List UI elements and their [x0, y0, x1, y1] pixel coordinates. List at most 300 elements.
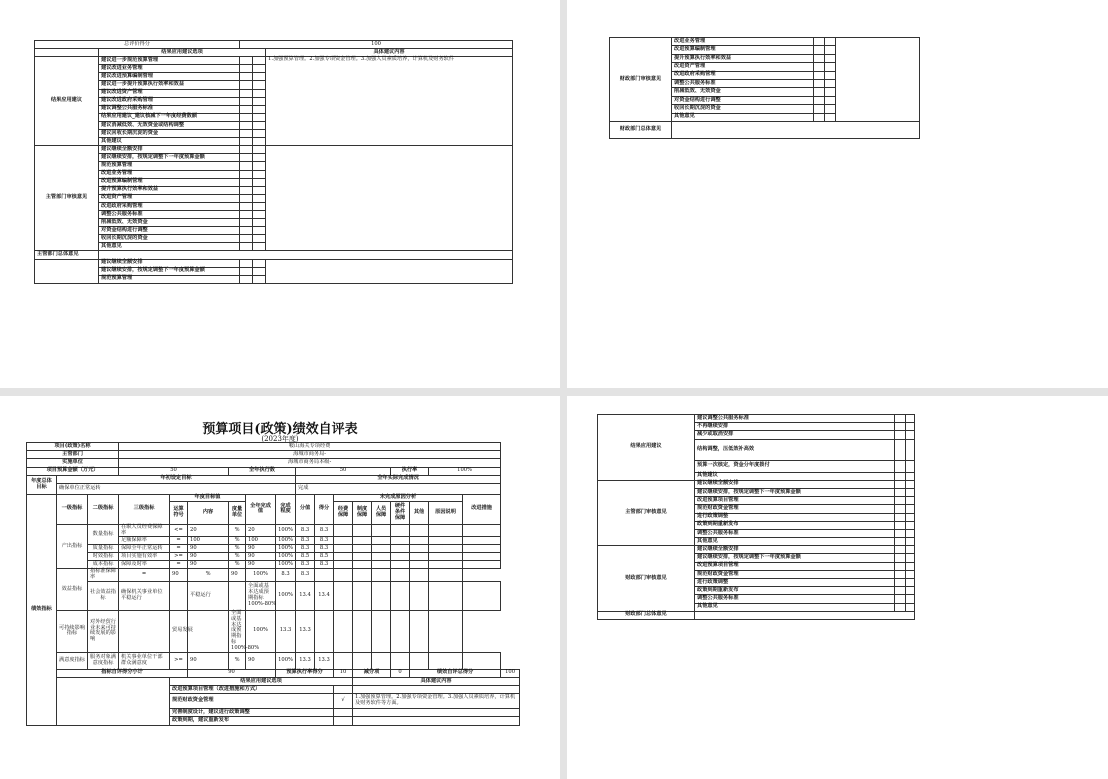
checkbox-cell[interactable] — [906, 538, 915, 546]
checkbox-cell[interactable] — [895, 595, 906, 603]
l3-indicator: 机关事业单位干部群众满意度 — [119, 652, 170, 669]
form-year: (2023年度) — [261, 435, 299, 443]
op-cell: >= — [170, 553, 188, 561]
table-cell — [391, 611, 410, 653]
checkbox-cell[interactable] — [895, 488, 906, 496]
l2-time: 时效指标 — [88, 553, 119, 561]
header-r2: 制度保障 — [353, 501, 372, 524]
table-cell — [334, 545, 353, 553]
subtotal-label: 指标自评得分小计 — [57, 669, 188, 677]
table-row — [27, 553, 520, 561]
table-cell — [429, 561, 463, 569]
table-row — [27, 475, 520, 483]
header-content: 内容 — [188, 501, 229, 524]
done-value: 90 — [246, 652, 276, 669]
checkbox-cell[interactable] — [240, 65, 253, 73]
table-cell — [429, 569, 463, 582]
checkbox-cell[interactable] — [814, 38, 825, 46]
checkbox-cell[interactable] — [253, 275, 266, 283]
checkbox-cell[interactable] — [253, 57, 266, 65]
checkbox-cell[interactable] — [253, 202, 266, 210]
table-cell — [391, 561, 410, 569]
checkbox-cell[interactable] — [253, 267, 266, 275]
checkbox-cell[interactable] — [240, 178, 253, 186]
header-r6: 原因说明 — [429, 501, 463, 524]
option-item: 改进业务管理 — [99, 170, 240, 178]
score-value: 8.3 — [315, 524, 334, 537]
page-1 — [0, 0, 560, 388]
score-value: 8.3 — [296, 569, 315, 582]
l3-indicator: 足额保障率 — [119, 537, 170, 545]
checkbox-cell[interactable] — [253, 130, 266, 138]
section-label: 主管部门审核意见 — [598, 480, 695, 546]
max-score: 8.3 — [296, 537, 315, 545]
checkbox-cell[interactable] — [906, 488, 915, 496]
l1-satisfaction: 满意度指标 — [57, 652, 88, 669]
checkbox-cell[interactable] — [906, 460, 915, 472]
option-item: 改进预算编制管理 — [672, 46, 814, 54]
op-cell: = — [170, 537, 188, 545]
checkbox-cell[interactable] — [240, 186, 253, 194]
score-value: 13.3 — [315, 652, 334, 669]
table-cell — [353, 652, 372, 669]
checkbox-cell[interactable] — [895, 505, 906, 513]
checkbox-cell[interactable] — [895, 579, 906, 587]
checkbox-cell[interactable] — [253, 227, 266, 235]
budget-value: 50 — [119, 467, 229, 475]
checkbox-cell[interactable] — [814, 46, 825, 54]
checkbox-cell[interactable] — [240, 97, 253, 105]
checkbox-cell[interactable] — [825, 105, 836, 113]
page-2 — [567, 0, 1108, 388]
header-unit: 度量单位 — [229, 501, 246, 524]
table-cell — [410, 561, 429, 569]
checkbox-cell[interactable] — [240, 227, 253, 235]
checkbox-cell[interactable] — [814, 105, 825, 113]
checkbox-cell[interactable] — [253, 170, 266, 178]
header-done: 全年完成值 — [246, 494, 276, 524]
checkbox-cell[interactable] — [253, 235, 266, 243]
checkbox-cell[interactable] — [895, 439, 906, 460]
checkbox-cell[interactable] — [240, 210, 253, 218]
table-cell — [353, 611, 372, 653]
option-item: 其他建议 — [99, 138, 240, 146]
score-value: 8.5 — [315, 553, 334, 561]
table-cell — [353, 553, 372, 561]
table-row — [27, 569, 520, 582]
option-item: 改进政府采购管理 — [672, 71, 814, 79]
option-item: 规范预算管理 — [99, 275, 240, 283]
section-label: 结果应用建议 — [35, 57, 99, 146]
table-row — [27, 652, 520, 669]
option-item: 建议消减低效、无效资金或结构调整 — [99, 121, 240, 129]
checkbox-cell[interactable] — [253, 65, 266, 73]
evaluation-table — [26, 442, 520, 726]
checkbox-cell[interactable] — [895, 570, 906, 578]
checkbox-cell[interactable] — [253, 178, 266, 186]
option-item: 调整公共服务标准 — [99, 210, 240, 218]
table-cell — [372, 524, 391, 537]
unit-cell — [188, 611, 229, 653]
checkbox-cell[interactable] — [895, 521, 906, 529]
table-row — [35, 57, 513, 65]
checkbox-cell[interactable] — [240, 194, 253, 202]
checkbox-cell[interactable] — [814, 63, 825, 71]
section-label: 主管部门总体意见 — [35, 251, 99, 259]
section-label: 财政部门审核意见 — [598, 546, 695, 612]
table-row — [27, 483, 520, 494]
checkbox-cell[interactable] — [895, 603, 906, 611]
info-label: 项目(政策)名称 — [27, 443, 119, 451]
checkbox-cell[interactable] — [240, 162, 253, 170]
op-cell: <= — [170, 524, 188, 537]
option-item: 改进预算编制管理 — [99, 178, 240, 186]
max-score: 8.3 — [296, 561, 315, 569]
apply-item: 规范财政资金管理 — [170, 694, 334, 709]
table-cell — [391, 553, 410, 561]
checkbox-cell[interactable] — [906, 587, 915, 595]
done-value: 全面或基本达成预期指标100%-80% — [229, 611, 246, 653]
checkbox-cell[interactable] — [906, 529, 915, 537]
op-cell: = — [119, 569, 170, 582]
table-cell — [372, 652, 391, 669]
table-cell — [334, 569, 353, 582]
option-item: 改进资产管理 — [672, 63, 814, 71]
actual-header: 全年实际完成情况 — [296, 475, 501, 483]
table-row — [610, 38, 920, 46]
degree-value: 100% — [276, 545, 296, 553]
degree-value: 100% — [246, 611, 276, 653]
checkbox-cell[interactable] — [895, 587, 906, 595]
l2-social: 社会效益指标 — [88, 582, 119, 611]
checkbox-cell[interactable] — [253, 186, 266, 194]
checkbox-cell[interactable] — [906, 497, 915, 505]
table-cell — [266, 146, 513, 251]
l2-quantity: 数量指标 — [88, 524, 119, 545]
rate-score-value: 10 — [334, 669, 353, 677]
checkbox-cell[interactable] — [253, 259, 266, 267]
page4-table — [597, 414, 915, 620]
table-row — [598, 480, 915, 488]
page1-table — [34, 40, 513, 284]
checkbox-cell[interactable] — [825, 38, 836, 46]
unit-cell: % — [229, 553, 246, 561]
checkbox-cell[interactable] — [906, 472, 915, 480]
checkbox-cell[interactable] — [825, 79, 836, 87]
checkbox-cell[interactable] — [825, 63, 836, 71]
op-cell: = — [170, 561, 188, 569]
checkbox-cell[interactable] — [895, 497, 906, 505]
checkbox-cell[interactable] — [814, 71, 825, 79]
checkbox-cell[interactable] — [240, 202, 253, 210]
option-item: 改进资产管理 — [99, 194, 240, 202]
table-row — [27, 611, 520, 653]
option-item: 建议改进业务管理 — [99, 65, 240, 73]
table-row — [35, 146, 513, 154]
checkbox-cell[interactable] — [814, 113, 825, 121]
option-item: 建议继续安排，按规定调整下一年度预算金额 — [695, 488, 895, 496]
checkbox-cell[interactable] — [906, 431, 915, 439]
checkbox-cell[interactable] — [814, 88, 825, 96]
checkbox-cell[interactable] — [240, 146, 253, 154]
checkbox-cell[interactable] — [240, 130, 253, 138]
info-value: 海城市商务局- — [119, 451, 501, 459]
target-value: 90 — [188, 545, 229, 553]
header-r5: 其他 — [410, 501, 429, 524]
checkbox-cell[interactable] — [906, 570, 915, 578]
max-score: 13.4 — [296, 582, 315, 611]
section-label: 主管部门审核意见 — [35, 146, 99, 251]
table-cell — [391, 545, 410, 553]
checkbox-cell[interactable] — [240, 154, 253, 162]
table-cell — [410, 553, 429, 561]
checkbox-cell[interactable] — [895, 554, 906, 562]
degree-value: 100% — [276, 582, 296, 611]
target-value: 90 — [188, 652, 229, 669]
table-cell — [353, 686, 520, 694]
l1-output: 产出指标 — [57, 524, 88, 569]
checkbox-cell[interactable] — [825, 71, 836, 79]
option-item: 建议改进政府采购管理 — [99, 97, 240, 105]
checkbox-cell[interactable] — [895, 538, 906, 546]
l3-indicator: 指标准保障率 — [88, 569, 119, 582]
section-label: 结果应用建议 — [598, 415, 695, 481]
table-cell — [35, 49, 99, 57]
option-item: 对资金结构进行调整 — [99, 227, 240, 235]
table-row — [35, 259, 513, 267]
op-cell: = — [170, 545, 188, 553]
checkbox-cell[interactable] — [906, 595, 915, 603]
checkbox-cell[interactable] — [253, 194, 266, 202]
checkbox-cell[interactable] — [814, 54, 825, 62]
checkbox-cell[interactable] — [906, 603, 915, 611]
rate-value: 100% — [429, 467, 501, 475]
checkbox-cell[interactable] — [906, 521, 915, 529]
option-item: 结果应用建议_建议核减下一年度经费数额 — [99, 113, 240, 121]
checkbox-cell[interactable] — [253, 105, 266, 113]
checkbox-cell[interactable] — [906, 480, 915, 488]
table-cell — [372, 569, 391, 582]
checkbox-cell[interactable] — [240, 57, 253, 65]
checkbox-cell[interactable] — [895, 529, 906, 537]
table-cell — [353, 537, 372, 545]
option-item: 其他建议 — [695, 472, 895, 480]
checkbox-cell[interactable] — [253, 210, 266, 218]
header-degree: 完成程度 — [276, 494, 296, 524]
checkbox-cell[interactable] — [253, 97, 266, 105]
checkbox-cell[interactable] — [906, 554, 915, 562]
subtotal-value: 90 — [188, 669, 276, 677]
checkbox-cell[interactable] — [825, 88, 836, 96]
checkbox-cell[interactable] — [240, 81, 253, 89]
total-value: 100 — [501, 669, 520, 677]
max-score: 8.3 — [296, 524, 315, 537]
max-score: 8.5 — [296, 553, 315, 561]
checkbox-cell[interactable] — [240, 105, 253, 113]
checkbox-cell[interactable] — [240, 219, 253, 227]
checkbox-cell[interactable] — [240, 73, 253, 81]
checkbox-cell[interactable] — [906, 562, 915, 570]
checkbox-cell[interactable] — [334, 709, 353, 717]
checkbox-cell[interactable] — [253, 113, 266, 121]
table-cell — [463, 524, 501, 537]
l3-indicator: 保障及时率 — [119, 561, 170, 569]
done-value: 90 — [246, 545, 276, 553]
score-value: 13.3 — [296, 611, 315, 653]
max-score: 8.3 — [296, 545, 315, 553]
apply-header: 结果应用建议选项 — [170, 677, 353, 685]
table-cell — [353, 717, 520, 725]
target-value: 90 — [188, 553, 229, 561]
option-item: 建议继续安排，按规定调整下一年度预算金额 — [695, 554, 895, 562]
checkbox-cell[interactable] — [240, 89, 253, 97]
header-r1: 经费保障 — [334, 501, 353, 524]
table-row — [27, 545, 520, 553]
unit-cell — [229, 582, 246, 611]
checkbox-cell[interactable] — [895, 472, 906, 480]
option-item: 规范财政资金管理 — [695, 570, 895, 578]
header-reason: 未完成原因分析 — [334, 494, 463, 501]
exec-value: 50 — [296, 467, 391, 475]
table-cell — [410, 524, 429, 537]
option-item: 其他意见 — [672, 113, 814, 121]
checkbox-cell[interactable]: √ — [334, 694, 353, 709]
table-cell — [372, 553, 391, 561]
checkbox-cell[interactable] — [906, 423, 915, 431]
table-cell — [410, 611, 429, 653]
table-row — [27, 451, 520, 459]
checkbox-cell[interactable] — [334, 686, 353, 694]
table-row — [35, 251, 513, 259]
option-item: 建议继续安排，按规定调整下一年度预算金额 — [99, 267, 240, 275]
apply-detail: 1.加强预算管理。2.加强专项资金管理。3.加强人员素质培养，计算机及财务软件等方面。 — [353, 694, 520, 709]
apply-item: 改进预算项目管理（改进措施和方式） — [170, 686, 334, 694]
option-item: 提升预算执行效率和效益 — [672, 54, 814, 62]
l2-satisfaction: 服务对象满意度指标 — [88, 652, 119, 669]
option-item: 收回长期沉淀的资金 — [672, 105, 814, 113]
table-cell — [429, 537, 463, 545]
checkbox-cell[interactable] — [334, 717, 353, 725]
checkbox-cell[interactable] — [895, 415, 906, 423]
checkbox-cell[interactable] — [906, 415, 915, 423]
table-cell — [463, 561, 501, 569]
table-row — [35, 41, 513, 49]
checkbox-cell[interactable] — [906, 505, 915, 513]
table-cell — [672, 121, 920, 138]
table-cell — [353, 569, 372, 582]
checkbox-cell[interactable] — [814, 96, 825, 104]
checkbox-cell[interactable] — [895, 546, 906, 554]
checkbox-cell[interactable] — [240, 113, 253, 121]
header-r4: 硬件条件保障 — [391, 501, 410, 524]
checkbox-cell[interactable] — [240, 121, 253, 129]
table-row — [598, 546, 915, 554]
checkbox-cell[interactable] — [825, 113, 836, 121]
table-cell — [410, 582, 429, 611]
l1-benefit: 效益指标 — [57, 569, 88, 611]
l3-indicator: 对外经贸行业未来可持续发展的影响 — [88, 611, 119, 653]
table-cell — [391, 569, 410, 582]
checkbox-cell[interactable] — [253, 89, 266, 97]
checkbox-cell[interactable] — [895, 562, 906, 570]
option-item: 其他意见 — [695, 603, 895, 611]
checkbox-cell[interactable] — [240, 275, 253, 283]
rate-score-label: 预算执行率得分 — [276, 669, 334, 677]
score-value: 8.3 — [315, 537, 334, 545]
checkbox-cell[interactable] — [814, 79, 825, 87]
checkbox-cell[interactable] — [895, 431, 906, 439]
table-row — [27, 669, 520, 677]
page-4 — [567, 396, 1108, 779]
checkbox-cell[interactable] — [906, 546, 915, 554]
table-cell — [429, 582, 463, 611]
apply-item: 政策到期，建议重新发布 — [170, 717, 334, 725]
checkbox-cell[interactable] — [253, 146, 266, 154]
l1-label: 绩效指标 — [27, 494, 57, 725]
target-value: 90 — [188, 561, 229, 569]
checkbox-cell[interactable] — [825, 96, 836, 104]
apply-item: 完善制度设计，建议进行政策调整 — [170, 709, 334, 717]
target-value: 贸易发展 — [170, 611, 188, 653]
table-row — [598, 611, 915, 619]
done-value: 20 — [246, 524, 276, 537]
checkbox-cell[interactable] — [895, 423, 906, 431]
done-value: 100 — [246, 537, 276, 545]
checkbox-cell[interactable] — [253, 81, 266, 89]
option-item: 建议改进资产管理 — [99, 89, 240, 97]
table-cell — [99, 251, 513, 259]
checkbox-cell[interactable] — [253, 121, 266, 129]
unit-cell: % — [229, 537, 246, 545]
checkbox-cell[interactable] — [240, 138, 253, 146]
budget-label: 项目预算金额（万元） — [27, 467, 119, 475]
checkbox-cell[interactable] — [895, 480, 906, 488]
checkbox-cell[interactable] — [895, 513, 906, 521]
checkbox-cell[interactable] — [906, 439, 915, 460]
unit-cell: % — [229, 545, 246, 553]
checkbox-cell[interactable] — [253, 154, 266, 162]
checkbox-cell[interactable] — [906, 579, 915, 587]
checkbox-cell[interactable] — [240, 170, 253, 178]
op-cell — [170, 582, 188, 611]
option-item: 规范预算管理 — [99, 162, 240, 170]
option-item: 调整公共服务标准 — [672, 79, 814, 87]
table-cell — [463, 553, 501, 561]
checkbox-cell[interactable] — [240, 267, 253, 275]
actual-text: 完成 — [296, 483, 501, 494]
checkbox-cell[interactable] — [253, 219, 266, 227]
checkbox-cell[interactable] — [253, 73, 266, 81]
checkbox-cell[interactable] — [895, 460, 906, 472]
table-cell — [57, 677, 170, 725]
option-item: 建议继续全额安排 — [695, 480, 895, 488]
option-item: 不再继续安排 — [695, 423, 895, 431]
checkbox-cell[interactable] — [253, 162, 266, 170]
table-row — [27, 524, 520, 537]
option-item: 建议继续安排，按规定调整下一年度预算金额 — [99, 154, 240, 162]
info-value: 海城市商务局本级- — [119, 459, 501, 467]
checkbox-cell[interactable] — [253, 243, 266, 251]
checkbox-cell[interactable] — [906, 513, 915, 521]
checkbox-cell[interactable] — [240, 243, 253, 251]
checkbox-cell[interactable] — [253, 138, 266, 146]
checkbox-cell[interactable] — [825, 54, 836, 62]
checkbox-cell[interactable] — [825, 46, 836, 54]
l2-sustain: 可持续影响指标 — [57, 611, 88, 653]
table-cell — [353, 545, 372, 553]
checkbox-cell[interactable] — [240, 235, 253, 243]
checkbox-cell[interactable] — [240, 259, 253, 267]
